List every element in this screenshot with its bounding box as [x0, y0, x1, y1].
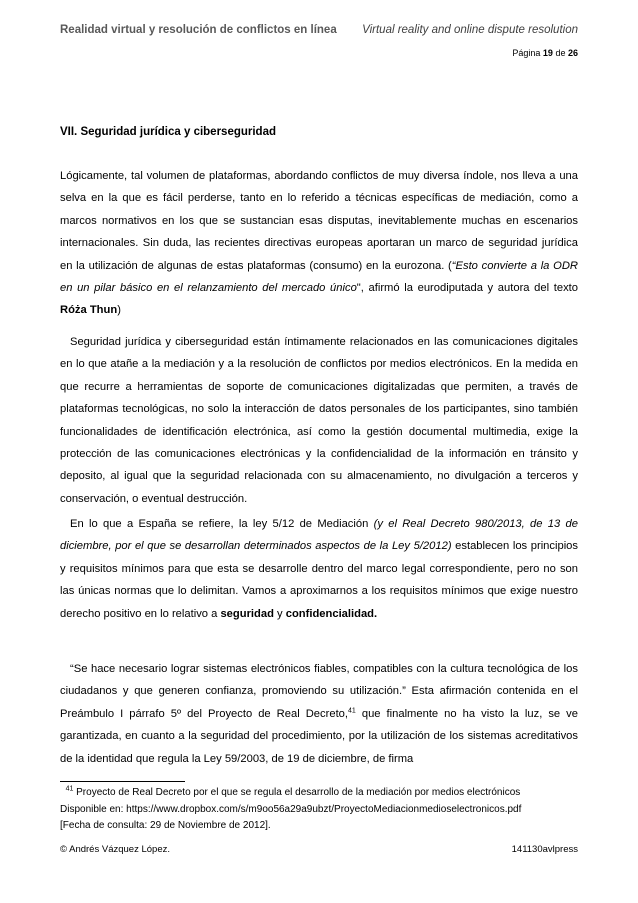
- p3-text-b: establecen los principios y requisitos mínimos para que esta se desarrolle dentro del marco legal correspondiente, pero no son las únicas normas que lo delimitan. Vamos a aproximarnos a los requisitos mínimos que exige nuestro derecho positivo en lo relativo a: [60, 540, 578, 620]
- page-current: 19: [542, 48, 553, 58]
- p3-bold-security: seguridad: [220, 607, 274, 620]
- p1-text-a: Lógicamente, tal volumen de plataformas, abordando conflictos de muy diversa índole, nos lleva a una selva en la que es fácil perderse, tanto en lo referido a técnicas específicas de mediación, como a marcos normativos en los que se sustancian esas disputas, inevitablemente muchas en escenarios internacionales. Sin duda, las recientes directivas europeas aportaran un marco de seguridad jurídica en la utilización de algunas de estas plataformas (consumo) en la eurozona. (: [60, 170, 578, 272]
- footnote-link[interactable]: Disponible en: https://www.dropbox.com/s/m9oo56a29a9ubzt/ProyectoMediacionmedioselectronicos.pdf: [60, 803, 522, 815]
- footnote-divider: [60, 781, 185, 782]
- paragraph-2: [60, 331, 578, 510]
- p1-text-c: ): [117, 304, 121, 317]
- header-right-title: Virtual reality and online dispute resolution: [362, 24, 578, 36]
- p4-text-a: “Se hace necesario lograr sistemas electrónicos fiables, compatibles con la cultura tecnológica de los ciudadanos y que generen confianza, promoviendo su utilización.” Esta afirmación contenida en el Preámbulo I párrafo 5º del Proyecto de Real Decreto,: [60, 663, 578, 720]
- p1-text-b: ", afirmó la eurodiputada y autora del texto: [356, 282, 578, 295]
- page-of: de: [555, 48, 566, 58]
- p1-quote: “Esto convierte a la ODR en un pilar básico en el relanzamiento del mercado único: [60, 259, 578, 295]
- page-prefix: Página: [512, 48, 541, 58]
- p3-text-c: y: [273, 607, 286, 620]
- p2-text: Seguridad jurídica y ciberseguridad están íntimamente relacionados en las comunicaciones digitales en lo que atañe a la mediación y a la resolución de conflictos por medios electrónicos. En la medida en que recurre a herramientas de soporte de comunicaciones digitalizadas que permiten, a través de plataformas tecnológicas, no solo la interacción de datos personales de los participantes, sino también funcionalidades de identificación electrónica, así como la gestión documental multimedia, exige la protección de las comunicaciones electrónicas y la confidencialidad de la información en tránsito y deposito, al igual que la seguridad relacionada con su almacenamiento, no divulgación a terceros y conservación, o eventual destrucción.: [60, 336, 578, 505]
- p3-italic: (y el Real Decreto 980/2013, de 13 de diciembre, por el que se desarrollan determinados aspectos de la Ley 5/2012): [60, 518, 578, 553]
- paragraph-3: [60, 513, 578, 625]
- footnote-date: [Fecha de consulta: 29 de Noviembre de 2012].: [60, 820, 271, 831]
- p3-text-a: En lo que a España se refiere, la ley 5/12 de Mediación: [70, 518, 374, 530]
- p4-text-b: que finalmente no ha visto la luz, se ve garantizada, en cuanto a la seguridad del procedimiento, por la utilización de los sistemas acreditativos de la identidad que regula la Ley 59/2003, de 19 de diciembre, de firma: [60, 707, 578, 765]
- p4-footnote-ref[interactable]: 41: [348, 707, 356, 715]
- header-left-title: Realidad virtual y resolución de conflictos en línea: [60, 24, 337, 36]
- section-heading: VII. Seguridad jurídica y ciberseguridad: [60, 126, 277, 138]
- paragraph-1: [60, 165, 578, 322]
- footnote-text-1: Proyecto de Real Decreto por el que se regula el desarrollo de la mediación por medios electrónicos: [73, 787, 521, 798]
- page-number: [512, 48, 578, 58]
- footer-author: © Andrés Vázquez López.: [60, 844, 170, 855]
- p1-author-name: Róża Thun: [60, 304, 118, 317]
- footnote-line-1: [60, 785, 578, 802]
- footnote: [60, 785, 578, 835]
- page-total: 26: [567, 48, 578, 58]
- p3-bold-confidentiality: confidencialidad.: [285, 607, 378, 620]
- footnote-number: 41: [65, 785, 74, 793]
- footer-code: 141130avlpress: [511, 844, 578, 855]
- paragraph-4: [60, 658, 578, 770]
